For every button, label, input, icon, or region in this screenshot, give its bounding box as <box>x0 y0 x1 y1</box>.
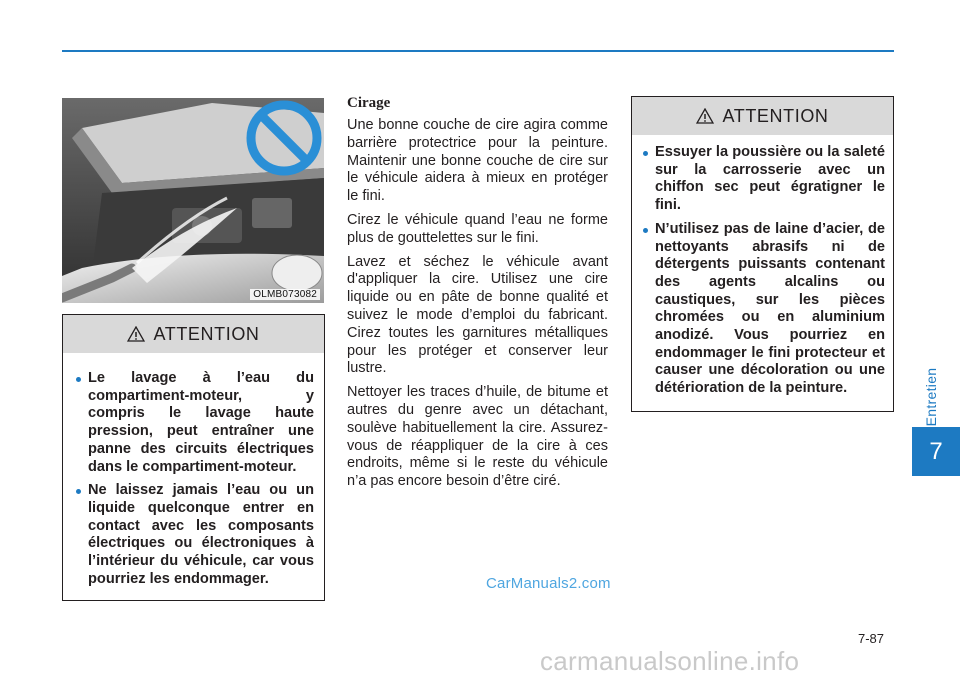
attention-box-left <box>62 314 325 601</box>
attention-item <box>632 221 885 398</box>
bullet-dot <box>76 489 81 494</box>
paragraph: Nettoyer les traces d’huile, de bitume et autres du genre avec un détachant, soulève habituellement la cire. Assurez-vous de réappliquer de la cire à ces endroits, même si le reste du véhicule n’a pas encore besoin d’être ciré. <box>347 384 608 490</box>
paragraph: Une bonne couche de cire agira comme barrière protectrice pour la peinture. Maintenir une bonne couche de cire sur le véhicule aidera à mieux en protéger le fini. <box>347 117 608 205</box>
attention-item <box>65 370 314 476</box>
attention-list <box>632 135 893 398</box>
paragraph: Lavez et séchez le véhicule avant d'appliquer la cire. Utilisez une cire liquide ou en pâte de bonne qualité et suivez le mode d’emploi du fabricant. Cirez toutes les garnitures métalliques pour les protéger et conserver leur lustre. <box>347 253 608 377</box>
warning-triangle-icon <box>696 108 714 124</box>
attention-title: ATTENTION <box>722 105 829 126</box>
attention-item <box>65 482 314 588</box>
paragraph: Cirez le véhicule quand l’eau ne forme plus de gouttelettes sur le fini. <box>347 211 608 246</box>
chapter-number: 7 <box>929 437 943 465</box>
attention-item-text: Ne laissez jamais l’eau ou un liquide quelconque entrer en contact avec les composants électriques ou électroniques à l’intérieur du véhicule, car vous pourriez les endommager. <box>88 482 314 587</box>
attention-title: ATTENTION <box>153 323 260 344</box>
bullet-dot <box>643 228 648 233</box>
attention-box-right <box>631 96 894 412</box>
footer-watermark: carmanualsonline.info <box>540 646 800 676</box>
attention-item-text: Essuyer la poussière ou la saleté sur la carrosserie avec un chiffon sec peut égratigner le fini. <box>655 144 885 214</box>
attention-item <box>632 144 885 215</box>
engine-wash-prohibited-photo <box>62 98 324 303</box>
attention-header <box>632 97 893 135</box>
section-heading: Cirage <box>347 95 391 111</box>
engine-wash-illustration <box>62 98 324 303</box>
bullet-dot <box>76 377 81 382</box>
top-rule <box>62 50 894 52</box>
chapter-tab <box>912 427 960 476</box>
attention-item-text: N’utilisez pas de laine d’acier, de nettoyants abrasifs ni de détergents puissants contenant des agents alcalins ou caustiques, sur les pièces chromées ou en aluminium anodizé. Vous pourriez en endommager le fini protecteur et causer une décoloration ou une détérioration de la peinture. <box>655 220 885 397</box>
section-label-text: Entretien <box>923 367 939 427</box>
section-side-label <box>916 362 946 432</box>
attention-list <box>63 353 324 588</box>
attention-item-text: Le lavage à l’eau du compartiment-moteur, y compris le lavage haute pression, peut entraîner une panne des circuits électriques dans le compartiment-moteur. <box>88 370 314 475</box>
page-number: 7-87 <box>858 631 885 646</box>
waxing-section <box>347 95 608 497</box>
bullet-dot <box>643 151 648 156</box>
warning-triangle-icon <box>127 326 145 342</box>
watermark-link[interactable]: CarManuals2.com <box>486 575 611 592</box>
figure-code: OLMB073082 <box>250 289 320 300</box>
attention-header <box>63 315 324 353</box>
